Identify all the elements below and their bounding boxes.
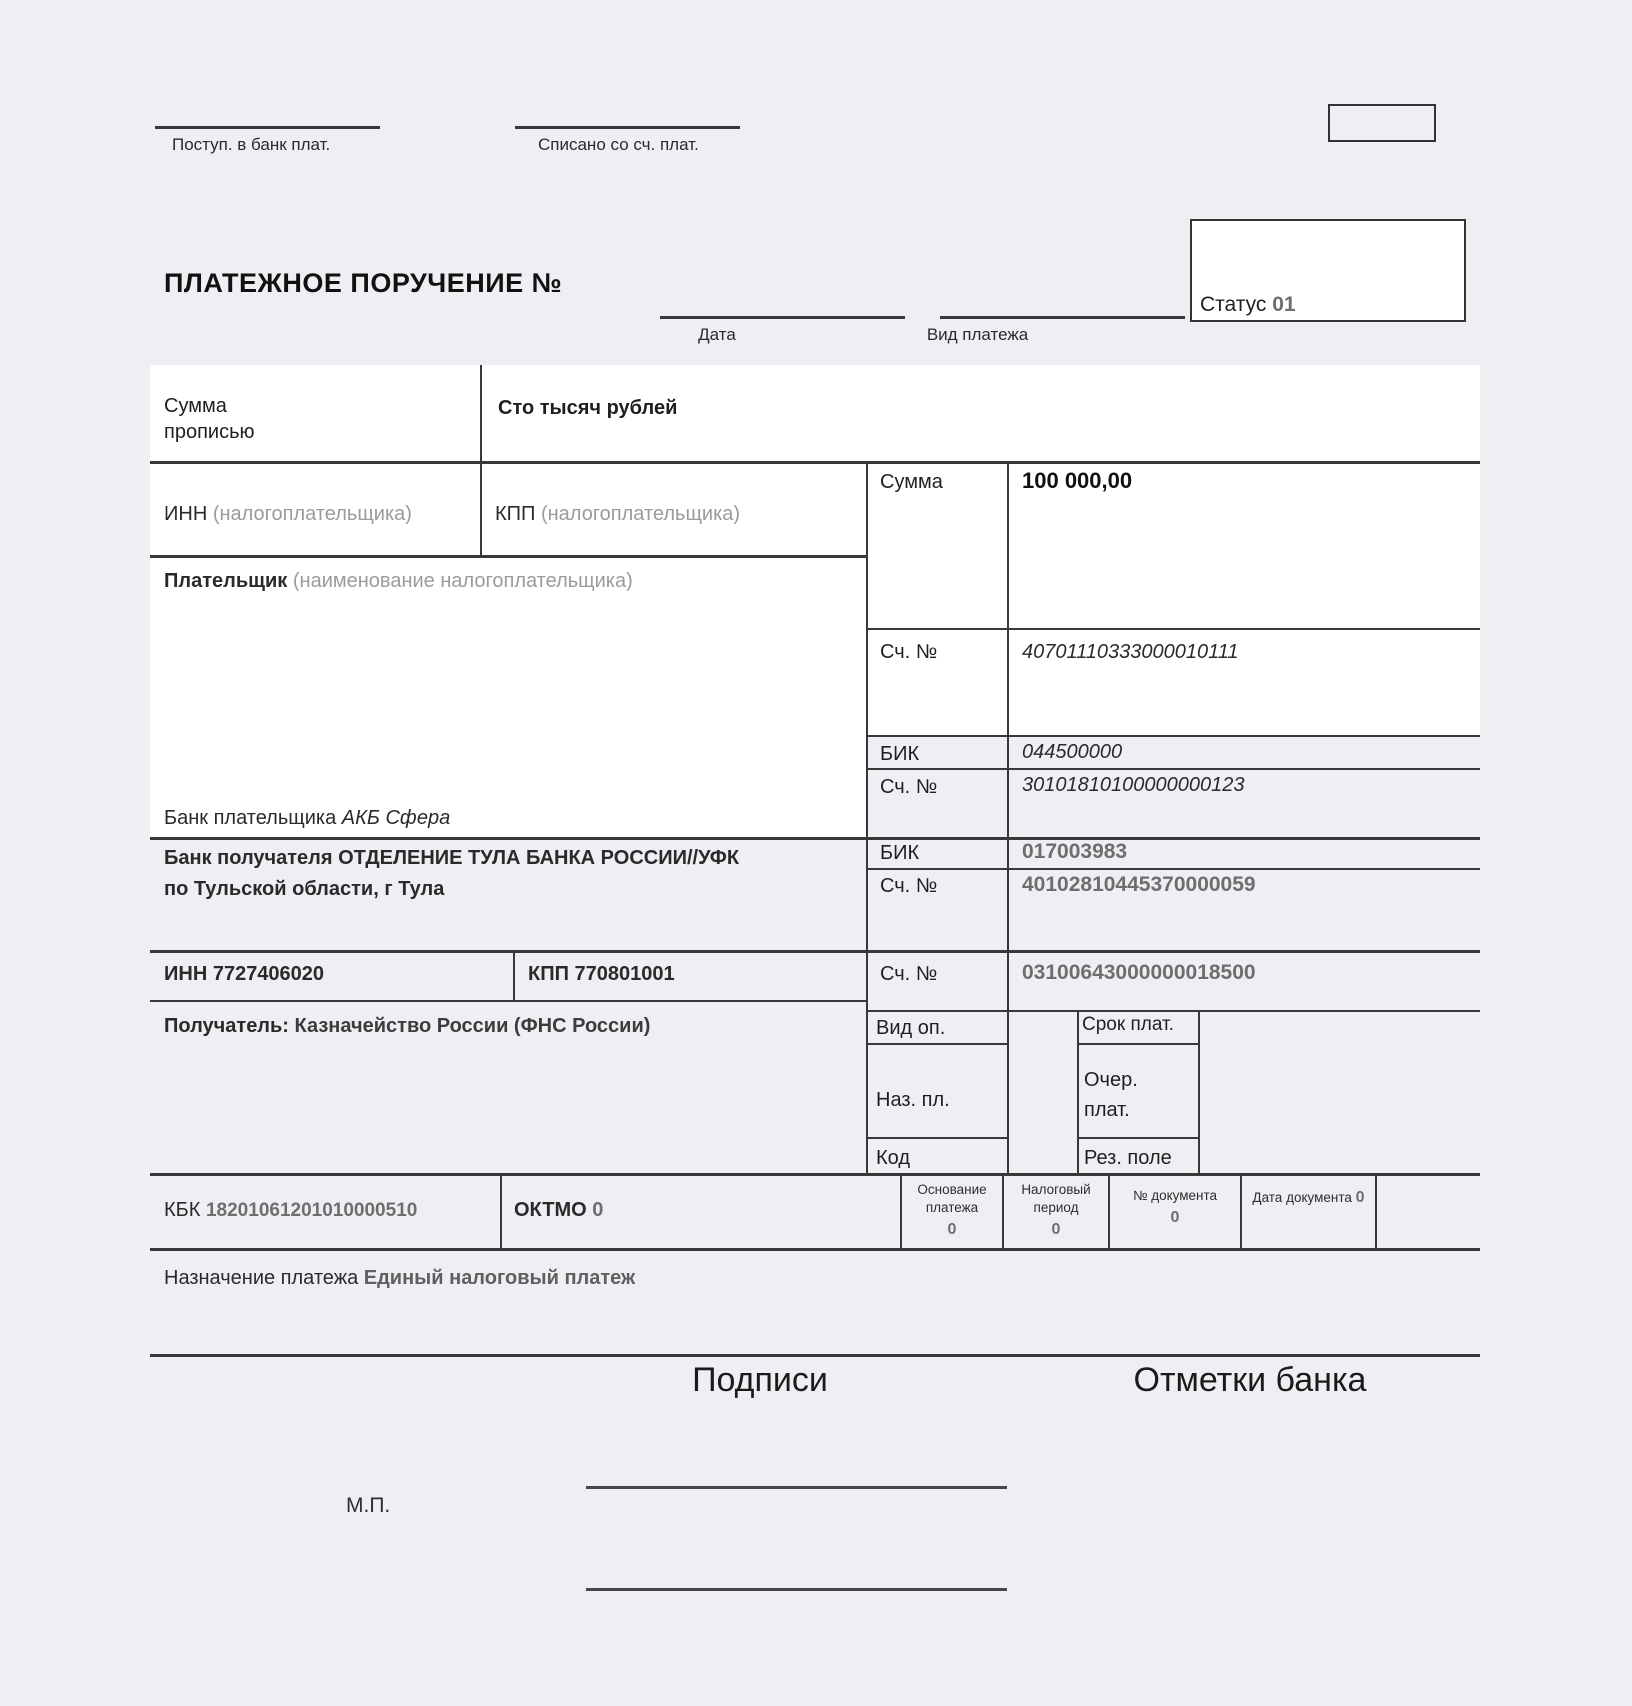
oktmo-label: ОКТМО bbox=[514, 1199, 593, 1221]
recipient-name: Казначейство России (ФНС России) bbox=[294, 1015, 651, 1037]
payer-bank-field bbox=[164, 805, 450, 831]
rule bbox=[480, 365, 482, 555]
recipient-account-value: 03100643000000018500 bbox=[1022, 961, 1256, 984]
page-title: ПЛАТЕЖНОЕ ПОРУЧЕНИЕ № bbox=[164, 268, 563, 298]
payer-name-label: Плательщик bbox=[164, 570, 288, 592]
doc-number-label: № документа bbox=[1132, 1188, 1218, 1203]
doc-date-label: Дата документа bbox=[1252, 1190, 1356, 1205]
payer-name-hint: (наименование налогоплательщика) bbox=[292, 570, 633, 592]
payment-basis-label: Основание платежа bbox=[917, 1182, 987, 1216]
payer-bank-account-label: Сч. № bbox=[880, 776, 938, 798]
payment-basis-value: 0 bbox=[947, 1221, 957, 1239]
rule bbox=[150, 1000, 866, 1002]
date-line bbox=[660, 316, 905, 319]
rule bbox=[150, 1248, 1480, 1251]
signature-line-2 bbox=[586, 1588, 1007, 1591]
payer-bank-bik-label: БИК bbox=[880, 743, 920, 765]
purpose-field bbox=[164, 1265, 635, 1291]
rule bbox=[1077, 1137, 1200, 1139]
kbk-field bbox=[164, 1197, 417, 1224]
rule bbox=[150, 950, 1480, 953]
tax-period-label: Налоговый период bbox=[1021, 1182, 1091, 1216]
rule bbox=[150, 1173, 1480, 1176]
bank-marks-heading: Отметки банка bbox=[1133, 1361, 1367, 1399]
recipient-account-label: Сч. № bbox=[880, 963, 938, 985]
recipient-bank-account-value: 40102810445370000059 bbox=[1022, 873, 1256, 896]
rule bbox=[1077, 1043, 1200, 1045]
purpose-value: Единый налоговый платеж bbox=[363, 1267, 636, 1289]
payer-inn-label: ИНН bbox=[164, 503, 208, 525]
status-box bbox=[1190, 219, 1466, 322]
payer-bank-label: Банк плательщика bbox=[164, 807, 342, 829]
sum-words-value: Сто тысяч рублей bbox=[498, 397, 678, 419]
form-code-box bbox=[1328, 104, 1436, 142]
doc-date-value: 0 bbox=[1355, 1189, 1365, 1206]
op-kind-label: Вид оп. bbox=[876, 1017, 946, 1039]
rule bbox=[866, 735, 1480, 737]
payer-kpp-hint: (налогоплательщика) bbox=[540, 503, 741, 525]
payer-kpp-field bbox=[495, 501, 740, 527]
debited-stamp-label: Списано со сч. плат. bbox=[538, 135, 699, 154]
rule bbox=[1240, 1173, 1242, 1248]
rule bbox=[866, 1010, 1480, 1012]
rule bbox=[150, 461, 1480, 464]
debited-stamp-line bbox=[515, 126, 740, 129]
tax-period-cell bbox=[1004, 1181, 1108, 1241]
kbk-value: 18201061201010000510 bbox=[205, 1200, 418, 1221]
payer-account-value: 40701110333000010111 bbox=[1022, 641, 1239, 663]
payer-name-field bbox=[164, 568, 633, 594]
rule bbox=[866, 628, 1480, 630]
payment-basis-cell bbox=[902, 1181, 1002, 1241]
payer-account-label: Сч. № bbox=[880, 641, 938, 663]
doc-number-cell bbox=[1110, 1187, 1240, 1229]
tax-period-value: 0 bbox=[1051, 1221, 1061, 1239]
payer-kpp-label: КПП bbox=[495, 503, 536, 525]
reserve-field-label: Рез. поле bbox=[1084, 1147, 1172, 1169]
rule bbox=[150, 1354, 1480, 1357]
doc-number-value: 0 bbox=[1170, 1209, 1180, 1227]
sum-words-label: Сумма прописью bbox=[164, 395, 255, 443]
status-line bbox=[1200, 293, 1296, 317]
recipient-bank-name: ОТДЕЛЕНИЕ ТУЛА БАНКА РОССИИ//УФК по Тульской области, г Тула bbox=[164, 847, 740, 900]
rule bbox=[866, 1043, 1007, 1045]
amount-value: 100 000,00 bbox=[1022, 468, 1133, 493]
pay-term-label: Срок плат. bbox=[1082, 1014, 1174, 1035]
recipient-name-field bbox=[164, 1013, 650, 1039]
payer-inn-field bbox=[164, 501, 412, 527]
recipient-bank-account-label: Сч. № bbox=[880, 875, 938, 897]
payer-bank-account-value: 30101810100000000123 bbox=[1022, 774, 1245, 796]
paper-region bbox=[150, 365, 1480, 461]
recipient-name-label: Получатель: bbox=[164, 1015, 295, 1037]
status-label: Статус bbox=[1200, 293, 1273, 316]
paper-region bbox=[866, 461, 1480, 735]
payer-bank-bik-value: 044500000 bbox=[1022, 741, 1123, 763]
date-label: Дата bbox=[698, 325, 736, 344]
recipient-inn: ИНН 7727406020 bbox=[164, 963, 325, 985]
rule bbox=[1007, 461, 1009, 1173]
purpose-code-label: Наз. пл. bbox=[876, 1089, 950, 1111]
pay-order-label: Очер. плат. bbox=[1084, 1069, 1138, 1121]
rule bbox=[1198, 1010, 1200, 1173]
rule bbox=[150, 555, 866, 558]
rule bbox=[866, 1137, 1007, 1139]
rule bbox=[150, 837, 1480, 840]
purpose-label: Назначение платежа bbox=[164, 1267, 364, 1289]
oktmo-field bbox=[514, 1197, 603, 1223]
recipient-kpp: КПП 770801001 bbox=[528, 963, 675, 985]
signature-line-1 bbox=[586, 1486, 1007, 1489]
signatures-heading: Подписи bbox=[692, 1361, 828, 1399]
code-label: Код bbox=[876, 1147, 911, 1169]
payment-order-table bbox=[150, 365, 1480, 1357]
payer-bank-name: АКБ Сфера bbox=[341, 807, 451, 829]
rule bbox=[1077, 1010, 1079, 1173]
payer-inn-hint: (налогоплательщика) bbox=[212, 503, 412, 525]
rule bbox=[866, 868, 1480, 870]
rule bbox=[513, 950, 515, 1000]
recipient-bank-bik-label: БИК bbox=[880, 842, 920, 864]
rule bbox=[500, 1173, 502, 1248]
received-stamp-line bbox=[155, 126, 380, 129]
recipient-bank-field bbox=[164, 843, 744, 905]
amount-label: Сумма bbox=[880, 471, 943, 493]
rule bbox=[866, 461, 868, 1173]
kbk-label: КБК bbox=[164, 1199, 206, 1221]
rule bbox=[866, 768, 1480, 770]
recipient-bank-label: Банк получателя bbox=[164, 847, 339, 869]
status-value: 01 bbox=[1272, 293, 1296, 316]
stamp-place-label: М.П. bbox=[346, 1494, 391, 1517]
payment-kind-label: Вид платежа bbox=[926, 325, 1029, 344]
received-stamp-label: Поступ. в банк плат. bbox=[172, 135, 331, 154]
rule bbox=[1375, 1173, 1377, 1248]
oktmo-value: 0 bbox=[592, 1199, 604, 1221]
payment-kind-line bbox=[940, 316, 1185, 319]
doc-date-cell bbox=[1242, 1187, 1375, 1209]
recipient-bank-bik-value: 017003983 bbox=[1022, 840, 1128, 863]
